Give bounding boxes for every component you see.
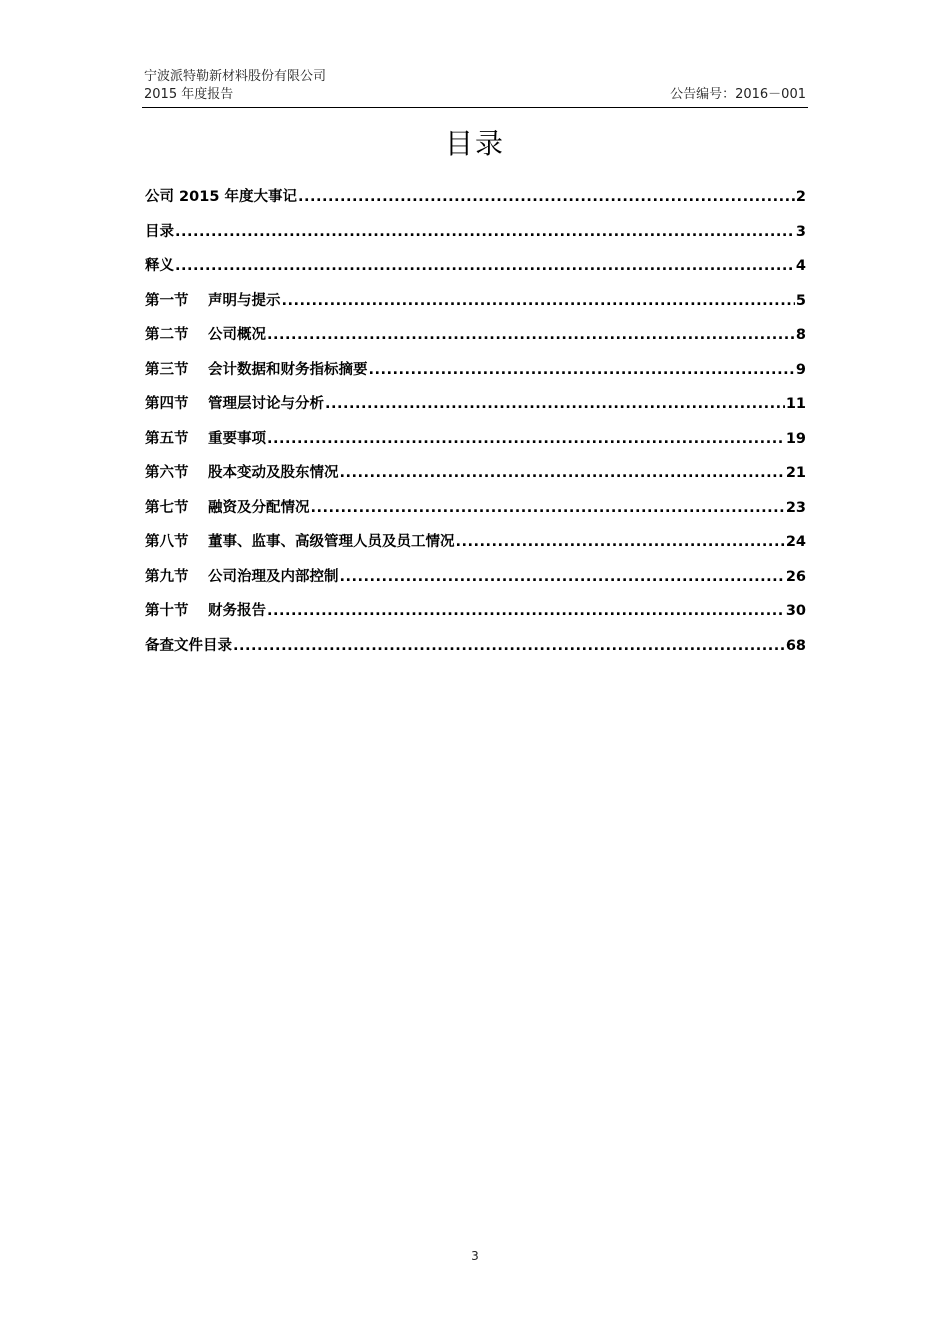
toc-leader-dots bbox=[233, 629, 785, 664]
toc-item-title: 声明与提示 bbox=[208, 292, 281, 309]
toc-leader-dots bbox=[282, 284, 795, 319]
toc-item-section: 第八节 bbox=[145, 534, 189, 550]
toc-item-definitions[interactable] bbox=[145, 249, 806, 284]
toc-item-title: 会计数据和财务指标摘要 bbox=[208, 361, 368, 378]
toc-item-page: 8 bbox=[795, 327, 806, 343]
toc-item-page: 5 bbox=[795, 292, 806, 309]
toc-item-reference-files[interactable] bbox=[145, 629, 806, 664]
toc-item-page: 21 bbox=[785, 465, 806, 481]
toc-leader-dots bbox=[340, 560, 785, 595]
toc-item-events[interactable] bbox=[145, 180, 806, 215]
toc-item-section-6[interactable] bbox=[145, 456, 806, 491]
toc-leader-dots bbox=[267, 318, 795, 353]
toc-item-page: 3 bbox=[795, 223, 806, 240]
toc-item-title: 管理层讨论与分析 bbox=[208, 396, 324, 412]
toc-item-page: 19 bbox=[785, 430, 806, 447]
toc-item-section: 第一节 bbox=[145, 292, 189, 309]
toc-leader-dots bbox=[175, 215, 795, 250]
toc-item-section-10[interactable] bbox=[145, 594, 806, 629]
toc-leader-dots bbox=[298, 180, 795, 215]
toc-leader-dots bbox=[311, 491, 785, 526]
toc-item-page: 2 bbox=[795, 189, 806, 205]
toc-leader-dots bbox=[325, 387, 785, 422]
toc-item-title: 董事、监事、高级管理人员及员工情况 bbox=[208, 534, 455, 550]
toc-item-section: 第十节 bbox=[145, 603, 189, 619]
toc-item-section: 第七节 bbox=[145, 499, 189, 516]
toc-item-section: 第六节 bbox=[145, 465, 189, 481]
toc-item-page: 9 bbox=[795, 361, 806, 378]
header-announcement-code: 公告编号：2016－001 bbox=[670, 87, 806, 102]
toc-item-section-7[interactable] bbox=[145, 491, 806, 526]
toc-leader-dots bbox=[175, 249, 795, 284]
toc-item-section-3[interactable] bbox=[145, 353, 806, 388]
toc-item-title: 股本变动及股东情况 bbox=[208, 465, 339, 481]
toc-item-section-5[interactable] bbox=[145, 422, 806, 457]
toc-item-title: 融资及分配情况 bbox=[208, 499, 310, 516]
toc-item-section: 第二节 bbox=[145, 327, 189, 343]
toc-item-page: 26 bbox=[785, 568, 806, 585]
toc-item-title: 公司 2015 年度大事记 bbox=[145, 189, 297, 205]
toc-item-page: 30 bbox=[785, 603, 806, 619]
toc-leader-dots bbox=[267, 594, 785, 629]
toc-item-title: 备查文件目录 bbox=[145, 637, 232, 654]
toc-item-section-4[interactable] bbox=[145, 387, 806, 422]
toc-item-title: 重要事项 bbox=[208, 430, 266, 447]
toc-item-title: 目录 bbox=[145, 223, 174, 240]
toc-item-title: 公司治理及内部控制 bbox=[208, 568, 339, 585]
header-company-name: 宁波派特勒新材料股份有限公司 bbox=[144, 69, 327, 84]
page-title: 目录 bbox=[444, 127, 505, 160]
toc-item-page: 24 bbox=[785, 534, 806, 550]
toc-leader-dots bbox=[369, 353, 795, 388]
toc-item-title: 释义 bbox=[145, 258, 174, 274]
table-of-contents bbox=[145, 180, 806, 663]
toc-leader-dots bbox=[340, 456, 785, 491]
toc-item-section-2[interactable] bbox=[145, 318, 806, 353]
toc-item-section-1[interactable] bbox=[145, 284, 806, 319]
toc-item-page: 23 bbox=[785, 499, 806, 516]
toc-item-title: 财务报告 bbox=[208, 603, 266, 619]
toc-item-section-8[interactable] bbox=[145, 525, 806, 560]
toc-leader-dots bbox=[267, 422, 785, 457]
header-report-name: 2015 年度报告 bbox=[144, 87, 234, 102]
toc-item-section: 第三节 bbox=[145, 361, 189, 378]
page-number: 3 bbox=[471, 1249, 479, 1263]
page-header bbox=[142, 66, 808, 108]
toc-item-page: 11 bbox=[785, 396, 806, 412]
toc-item-page: 4 bbox=[795, 258, 806, 274]
toc-item-section: 第九节 bbox=[145, 568, 189, 585]
toc-item-section: 第四节 bbox=[145, 396, 189, 412]
toc-item-contents[interactable] bbox=[145, 215, 806, 250]
toc-leader-dots bbox=[456, 525, 785, 560]
toc-item-title: 公司概况 bbox=[208, 327, 266, 343]
toc-item-section-9[interactable] bbox=[145, 560, 806, 595]
toc-item-page: 68 bbox=[785, 637, 806, 654]
toc-item-section: 第五节 bbox=[145, 430, 189, 447]
